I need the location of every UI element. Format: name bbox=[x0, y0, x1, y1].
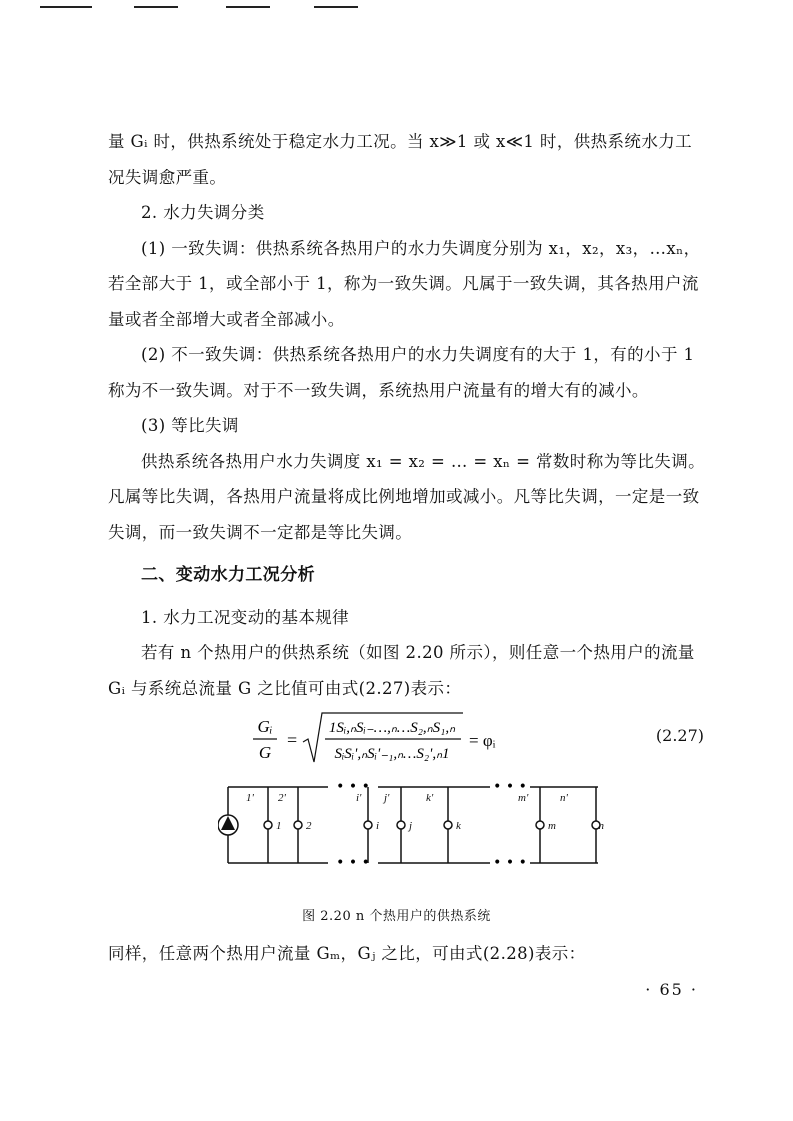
node-2: 2 bbox=[306, 820, 312, 832]
section-heading: 二、变动水力工况分析 bbox=[141, 565, 315, 585]
equation-2-27 bbox=[108, 708, 706, 772]
radical-numerator: 1Sᵢ,ₙSᵢ₋…,ₙ…S₂,ₙS₁,ₙ bbox=[328, 720, 456, 736]
formula-graphic bbox=[251, 710, 551, 770]
paragraph-consistent: (1) 一致失调：供热系统各热用户的水力失调度分别为 x₁，x₂，x₃，…xₙ，若全部大于 1，或全部小于 1，称为一致失调。凡属于一致失调，其各热用户流量或者全部增大或者全部减小。 bbox=[108, 238, 701, 329]
label-n-prime: n' bbox=[560, 792, 568, 804]
page-number: · 65 · bbox=[645, 980, 698, 999]
paragraph-final: 同样，任意两个热用户流量 Gₘ，Gⱼ 之比，可由式(2.28)表示： bbox=[108, 944, 586, 963]
node-k: k bbox=[456, 820, 461, 832]
node-j: j bbox=[409, 820, 413, 832]
subheading-2: 2. 水力失调分类 bbox=[141, 203, 265, 222]
svg-text:• • •: • • • bbox=[336, 779, 370, 795]
formula-rhs: = φᵢ bbox=[469, 731, 496, 750]
svg-text:• • •: • • • bbox=[336, 855, 370, 871]
radical-denominator: SᵢSᵢ',ₙSᵢ'₋₁,ₙ…S₂',ₙ1 bbox=[334, 746, 450, 762]
top-rules bbox=[0, 0, 793, 12]
label-j-prime: j' bbox=[384, 792, 390, 804]
paragraph-intro-formula: 若有 n 个热用户的供热系统（如图 2.20 所示），则任意一个热用户的流量 Gᵢ 与系统总流量 G 之比值可由式(2.27)表示： bbox=[108, 643, 695, 698]
label-2-prime: 2' bbox=[278, 792, 286, 804]
lhs-numerator: Gᵢ bbox=[257, 717, 273, 736]
svg-text:• • •: • • • bbox=[493, 855, 527, 871]
paragraph-proportional: 供热系统各热用户水力失调度 x₁ = x₂ = … = xₙ = 常数时称为等比失调。凡属等比失调，各热用户流量将成比例地增加或减小。凡等比失调，一定是一致失调，而一致失调不一定都是等比失调。 bbox=[108, 451, 705, 542]
node-n: n bbox=[598, 820, 604, 832]
text-body bbox=[108, 124, 706, 772]
figure-caption: 图 2.20 n 个热用户的供热系统 bbox=[302, 909, 491, 924]
node-1: 1 bbox=[276, 820, 282, 832]
label-1-prime: 1' bbox=[246, 792, 254, 804]
lhs-denominator: G bbox=[258, 743, 272, 762]
label-k-prime: k' bbox=[426, 792, 434, 804]
paragraph-inconsistent: (2) 不一致失调：供热系统各热用户的水力失调度有的大于 1，有的小于 1 称为不一致失调。对于不一致失调，系统热用户流量有的增大有的减小。 bbox=[108, 345, 695, 400]
node-m: m bbox=[548, 820, 556, 832]
subheading-proportional: (3) 等比失调 bbox=[141, 416, 239, 435]
equation-number: (2.27) bbox=[655, 726, 704, 745]
svg-text:• • •: • • • bbox=[493, 779, 527, 795]
node-i: i bbox=[376, 820, 380, 832]
text-after-figure bbox=[108, 936, 706, 972]
paragraph-1: 量 Gᵢ 时，供热系统处于稳定水力工况。当 x≫1 或 x≪1 时，供热系统水力工况失调愈严重。 bbox=[108, 132, 693, 187]
network-diagram bbox=[218, 775, 608, 875]
label-i-prime: i' bbox=[356, 792, 362, 804]
label-m-prime: m' bbox=[518, 792, 529, 804]
svg-text:=: = bbox=[287, 730, 298, 750]
subheading-rule: 1. 水力工况变动的基本规律 bbox=[141, 607, 350, 627]
